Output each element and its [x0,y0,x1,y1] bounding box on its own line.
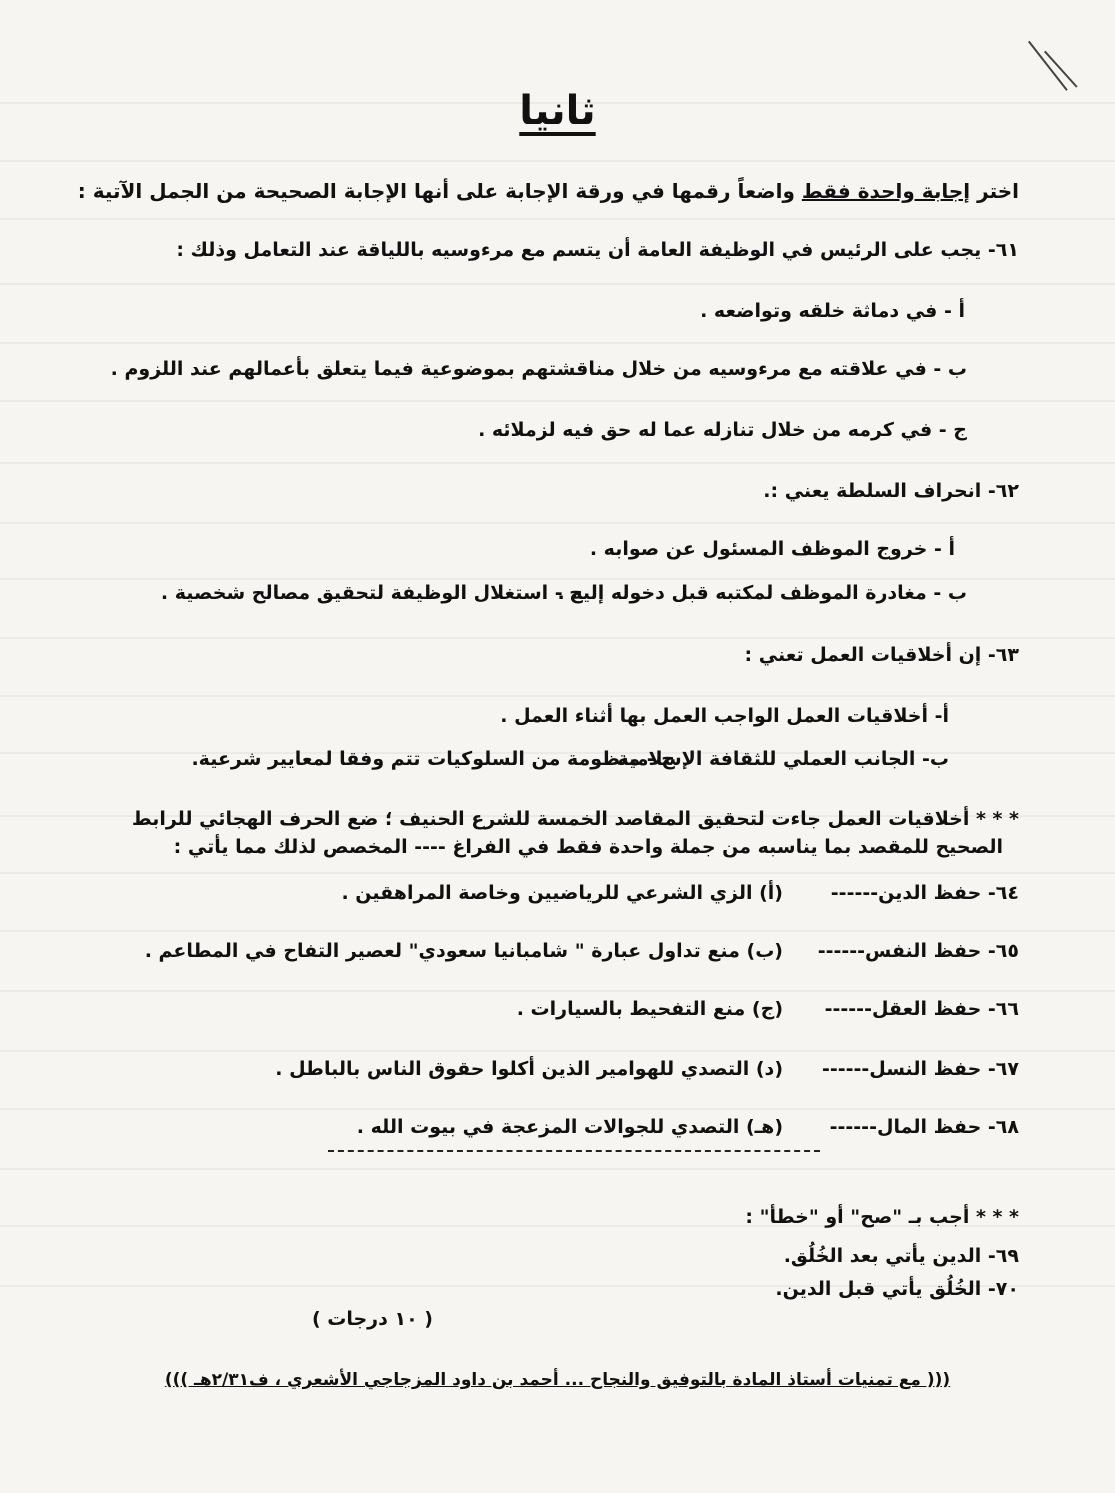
question-61-option-a: أ - في دماثة خلقه وتواضعه . [700,300,965,322]
question-63-option-b: ب- الجانب العملي للثقافة الإسلامية . [603,748,949,770]
bleed-through-line [0,637,1115,639]
bleed-through-line [0,872,1115,874]
bleed-through-line [0,990,1115,992]
bleed-through-line [0,283,1115,285]
matching-intro-line-1: * * * أخلاقيات العمل جاءت لتحقيق المقاصد الخمسة للشرع الحنيف ؛ ضع الحرف الهجائي للرابط [131,808,1019,830]
bleed-through-line [0,522,1115,524]
question-70: ٧٠- الخُلُق يأتي قبل الدين. [775,1278,1019,1300]
question-61-option-b: ب - في علاقته مع مرءوسيه من خلال مناقشتهم بموضوعية فيما يتعلق بأعمالهم عند اللزوم . [110,358,967,380]
instruction-emphasis: إجابة واحدة فقط [801,179,971,203]
corner-mark [1028,41,1068,91]
bleed-through-line [0,1168,1115,1170]
bleed-through-line [0,930,1115,932]
matching-intro-line-2: الصحيح للمقصد بما يناسبه من جملة واحدة فقط في الفراغ ---- المخصص لذلك مما يأتي : [173,836,1003,858]
matching-item-68-label: ٦٨- حفظ المال------ [829,1116,1019,1138]
question-61-stem: ٦١- يجب على الرئيس في الوظيفة العامة أن يتسم مع مرءوسيه باللياقة عند التعامل وذلك : [176,239,1019,261]
matching-item-65-label: ٦٥- حفظ النفس------ [817,940,1019,962]
true-false-intro: * * * أجب بـ "صح" أو "خطأ" : [745,1206,1019,1228]
question-69: ٦٩- الدين يأتي بعد الخُلُق. [783,1245,1019,1267]
section-separator [328,1150,820,1152]
footer-signature: ((( مع تمنيات أستاذ المادة بالتوفيق والنجاح ... أحمد بن داود المزجاجي الأشعري ، ف٢/٣١هـ ))) [164,1370,951,1390]
bleed-through-line [0,1108,1115,1110]
matching-item-66-label: ٦٦- حفظ العقل------ [824,998,1019,1020]
question-62-stem: ٦٢- انحراف السلطة يعني :. [763,480,1019,502]
bleed-through-line [0,342,1115,344]
question-63-option-a: أ- أخلاقيات العمل الواجب العمل بها أثناء العمل . [500,705,949,727]
instruction-part-3: واضعاً رقمها في ورقة الإجابة على أنها الإجابة الصحيحة من الجمل الآتية : [77,179,795,203]
matching-item-64-label: ٦٤- حفظ الدين------ [830,882,1019,904]
bleed-through-line [0,1050,1115,1052]
question-62-option-b: ب - مغادرة الموظف لمكتبه قبل دخوله إليه . [557,582,967,604]
question-62-option-a: أ - خروج الموظف المسئول عن صوابه . [589,538,955,560]
instruction-part-1: اختر [977,179,1019,203]
bleed-through-line [0,400,1115,402]
marks-label: ( ١٠ درجات ) [311,1308,433,1330]
bleed-through-line [0,160,1115,162]
matching-option-c: (ج) منع التفحيط بالسيارات . [516,998,783,1020]
bleed-through-line [0,218,1115,220]
question-63-stem: ٦٣- إن أخلاقيات العمل تعني : [744,644,1019,666]
matching-option-b: (ب) منع تداول عبارة " شامبانيا سعودي" لعصير التفاح في المطاعم . [144,940,783,962]
bleed-through-line [0,462,1115,464]
matching-option-a: (أ) الزي الشرعي للرياضيين وخاصة المراهقين . [341,882,783,904]
page-title: ثانيا [519,88,596,134]
question-62-option-c: ج - استغلال الوظيفة لتحقيق مصالح شخصية . [160,582,583,604]
matching-option-d: (د) التصدي للهوامير الذين أكلوا حقوق الناس بالباطل . [275,1058,783,1080]
question-63-option-c: ج - منظومة من السلوكيات تتم وفقا لمعايير شرعية. [191,748,675,770]
instruction-line [78,178,1019,204]
matching-item-67-label: ٦٧- حفظ النسل------ [821,1058,1019,1080]
matching-option-e: (هـ) التصدي للجوالات المزعجة في بيوت الله . [356,1116,783,1138]
question-61-option-c: ج - في كرمه من خلال تنازله عما له حق فيه لزملائه . [478,419,967,441]
bleed-through-line [0,695,1115,697]
